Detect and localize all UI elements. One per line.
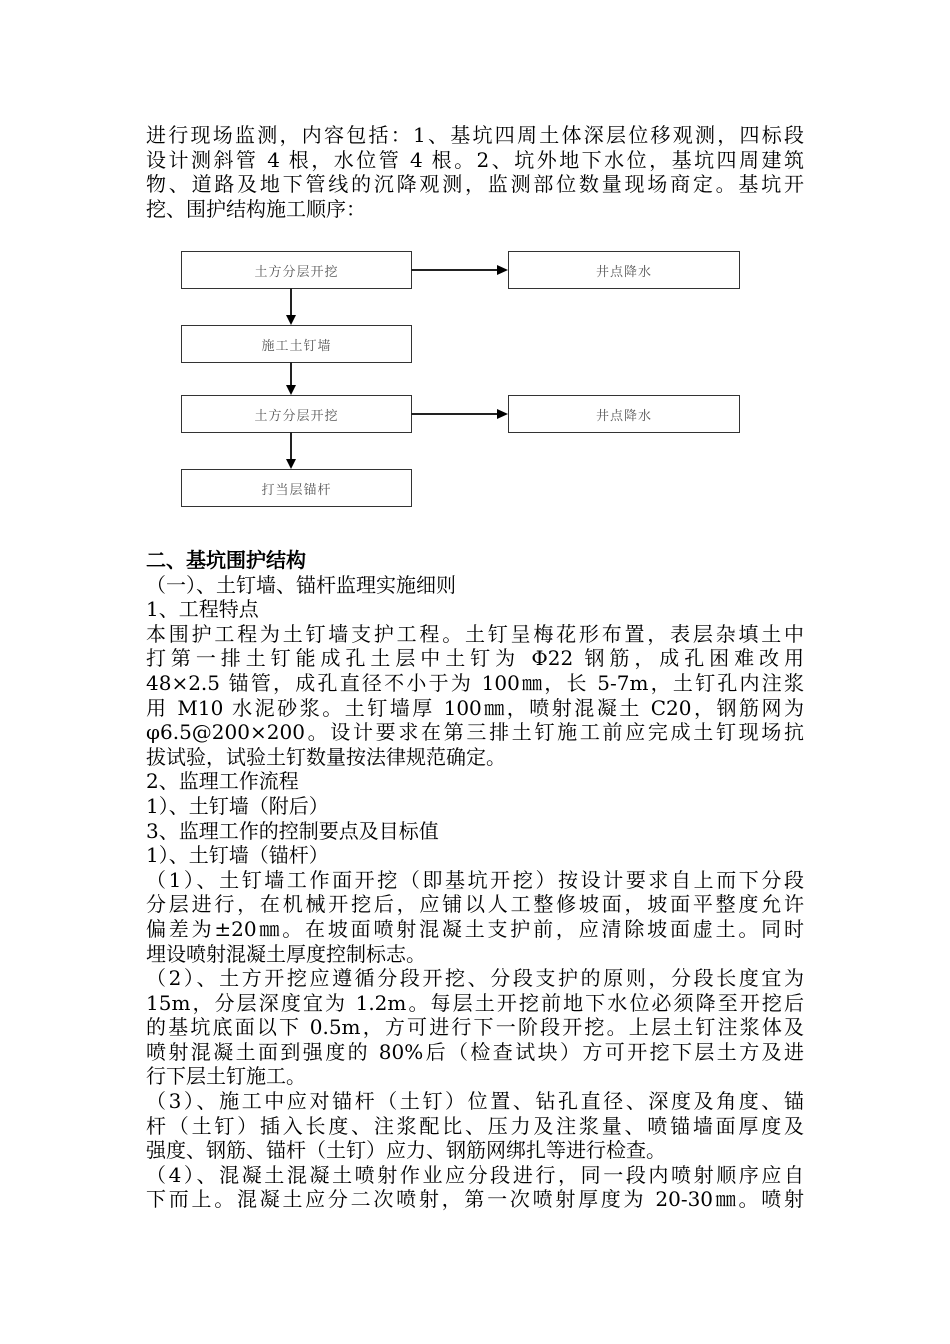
- point-line: 行下层土钉施工。: [146, 1064, 306, 1089]
- paragraph-line: 拔试验，试验土钉数量按法律规范确定。: [146, 744, 506, 769]
- point-line: 杆（土钉）插入长度、注浆配比、压力及注浆量、喷锚墙面厚度及: [146, 1113, 804, 1138]
- point-line: 下而上。混凝土应分二次喷射，第一次喷射厚度为 20-30㎜。喷射: [146, 1187, 804, 1212]
- arrow-down-icon: [286, 459, 296, 469]
- flow-connector-down: [290, 288, 292, 316]
- paragraph-line: 本围护工程为土钉墙支护工程。土钉呈梅花形布置，表层杂填土中: [146, 621, 804, 646]
- item-title: 3、监理工作的控制要点及目标值: [146, 818, 439, 843]
- flow-step-label: 土方分层开挖: [254, 408, 339, 424]
- point-line: （2）、土方开挖应遵循分段开挖、分段支护的原则，分段长度宜为: [146, 966, 804, 991]
- flow-side-label: 井点降水: [595, 408, 652, 424]
- flow-step-excavation-2: [181, 395, 412, 433]
- paragraph-line: 用 M10 水泥砂浆。土钉墙厚 100㎜，喷射混凝土 C20，钢筋网为: [146, 695, 804, 720]
- point-line: 15m，分层深度宜为 1.2m。每层土开挖前地下水位必须降至开挖后: [146, 990, 804, 1015]
- flow-step-label: 土方分层开挖: [254, 264, 339, 280]
- point-line: （3）、施工中应对锚杆（土钉）位置、钻孔直径、深度及角度、锚: [146, 1089, 804, 1114]
- arrow-down-icon: [286, 315, 296, 325]
- item-subtitle: 1）、土钉墙（附后）: [146, 793, 329, 818]
- item-subtitle: 1）、土钉墙（锚杆）: [146, 843, 329, 868]
- paragraph-line: φ6.5@200×200。设计要求在第三排土钉施工前应完成土钉现场抗: [146, 720, 804, 745]
- arrow-right-icon: [497, 409, 508, 419]
- flow-connector-right: [411, 413, 498, 415]
- intro-line: 设计测斜管 4 根，水位管 4 根。2、坑外地下水位，基坑四周建筑: [146, 147, 804, 172]
- section-heading: 二、基坑围护结构: [146, 548, 306, 572]
- paragraph-line: 打第一排土钉能成孔土层中土钉为 Φ22 钢筋，成孔困难改用: [146, 646, 804, 671]
- item-title: 1、工程特点: [146, 597, 259, 622]
- arrow-down-icon: [286, 385, 296, 395]
- point-line: 埋设喷射混凝土厚度控制标志。: [146, 941, 426, 966]
- flow-step-label: 施工土钉墙: [261, 338, 332, 354]
- flow-connector-down: [290, 432, 292, 460]
- flow-step-anchor-rods: [181, 469, 412, 507]
- intro-line: 进行现场监测，内容包括：1、基坑四周土体深层位移观测，四标段: [146, 123, 804, 147]
- point-line: 偏差为±20㎜。在坡面喷射混凝土支护前，应清除坡面虚土。同时: [146, 916, 804, 941]
- subsection-heading: （一）、土钉墙、锚杆监理实施细则: [146, 572, 456, 597]
- paragraph-line: 48×2.5 锚管，成孔直径不小于为 100㎜，长 5-7m，土钉孔内注浆: [146, 670, 804, 695]
- flow-side-label: 井点降水: [595, 264, 652, 280]
- point-line: （1）、土钉墙工作面开挖（即基坑开挖）按设计要求自上而下分段: [146, 867, 804, 892]
- flow-step-label: 打当层锚杆: [261, 482, 332, 498]
- flow-step-excavation-1: [181, 251, 412, 289]
- item-title: 2、监理工作流程: [146, 769, 299, 794]
- intro-line: 物、道路及地下管线的沉降观测，监测部位数量现场商定。基坑开: [146, 172, 804, 197]
- point-line: 分层进行，在机械开挖后，应铺以人工整修坡面，坡面平整度允许: [146, 892, 804, 917]
- point-line: （4）、混凝土混凝土喷射作业应分段进行，同一段内喷射顺序应自: [146, 1162, 804, 1187]
- point-line: 的基坑底面以下 0.5m，方可进行下一阶段开挖。上层土钉注浆体及: [146, 1015, 804, 1040]
- point-line: 喷射混凝土面到强度的 80%后（检查试块）方可开挖下层土方及进: [146, 1039, 804, 1064]
- flow-side-dewatering-2: [508, 395, 740, 433]
- flow-connector-down: [290, 362, 292, 386]
- flow-connector-right: [411, 269, 498, 271]
- flow-step-soil-nail-wall: [181, 325, 412, 363]
- section-2: [146, 548, 804, 1212]
- arrow-right-icon: [497, 265, 508, 275]
- construction-sequence-flowchart: [0, 0, 950, 540]
- intro-line: 挖、围护结构施工顺序：: [146, 196, 366, 221]
- flow-side-dewatering-1: [508, 251, 740, 289]
- point-line: 强度、钢筋、锚杆（土钉）应力、钢筋网绑扎等进行检查。: [146, 1138, 666, 1163]
